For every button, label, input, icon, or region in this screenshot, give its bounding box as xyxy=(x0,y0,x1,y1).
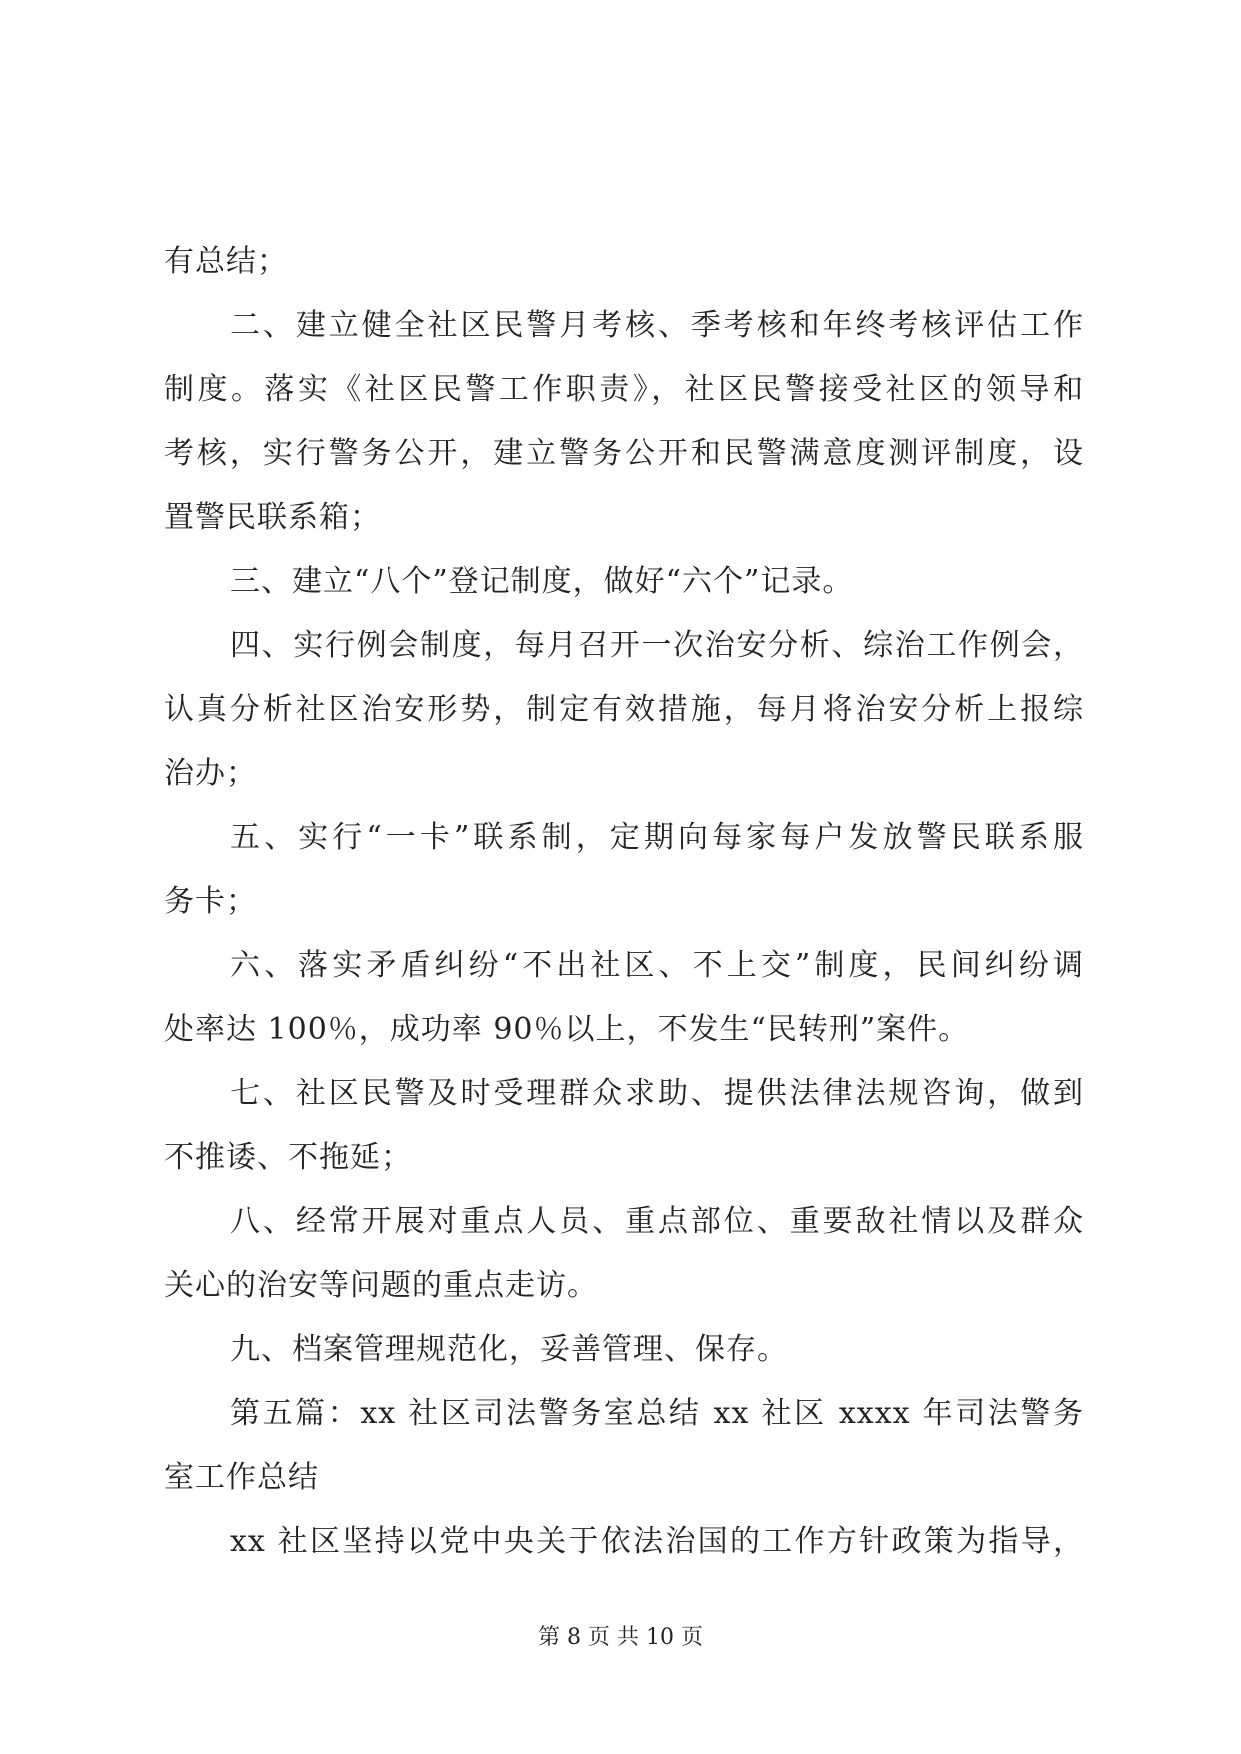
text-line-6: 三、建立“八个”登记制度，做好“六个”记录。 xyxy=(230,564,854,599)
text-line-8: 认真分析社区治安形势，制定有效措施，每月将治安分析上报综 xyxy=(164,692,1084,727)
text-line-18: 九、档案管理规范化，妥善管理、保存。 xyxy=(230,1332,788,1367)
text-line-1: 有总结； xyxy=(164,244,288,279)
text-line-7: 四、实行例会制度，每月召开一次治安分析、综治工作例会， xyxy=(230,628,1084,663)
text-line-17: 关心的治安等问题的重点走访。 xyxy=(164,1268,598,1303)
text-line-15: 不推诿、不拖延； xyxy=(164,1140,412,1175)
text-line-14: 七、社区民警及时受理群众求助、提供法律法规咨询，做到 xyxy=(230,1076,1084,1111)
text-line-10: 五、实行“一卡”联系制，定期向每家每户发放警民联系服 xyxy=(230,820,1084,855)
text-line-11: 务卡； xyxy=(164,884,257,919)
page-footer xyxy=(0,1620,1241,1651)
text-line-16: 八、经常开展对重点人员、重点部位、重要敌社情以及群众 xyxy=(230,1204,1084,1239)
text-line-13: 处率达 100％，成功率 90％以上，不发生“民转刑”案件。 xyxy=(164,1012,970,1047)
text-line-21: xx 社区坚持以党中央关于依法治国的工作方针政策为指导， xyxy=(230,1524,1084,1559)
text-line-5: 置警民联系箱； xyxy=(164,500,381,535)
text-line-12: 六、落实矛盾纠纷“不出社区、不上交”制度，民间纠纷调 xyxy=(230,948,1084,983)
page-number-label: 第 8 页 共 10 页 xyxy=(538,1625,703,1650)
text-line-4: 考核，实行警务公开，建立警务公开和民警满意度测评制度，设 xyxy=(164,436,1084,471)
text-line-9: 治办； xyxy=(164,756,257,791)
text-line-2: 二、建立健全社区民警月考核、季考核和年终考核评估工作 xyxy=(230,308,1084,343)
text-line-3: 制度。落实《社区民警工作职责》，社区民警接受社区的领导和 xyxy=(164,372,1084,407)
section-heading-line-2: 室工作总结 xyxy=(164,1460,319,1495)
section-heading-line-1: 第五篇：xx 社区司法警务室总结 xx 社区 xxxx 年司法警务 xyxy=(230,1396,1084,1431)
document-body xyxy=(164,230,1084,1574)
